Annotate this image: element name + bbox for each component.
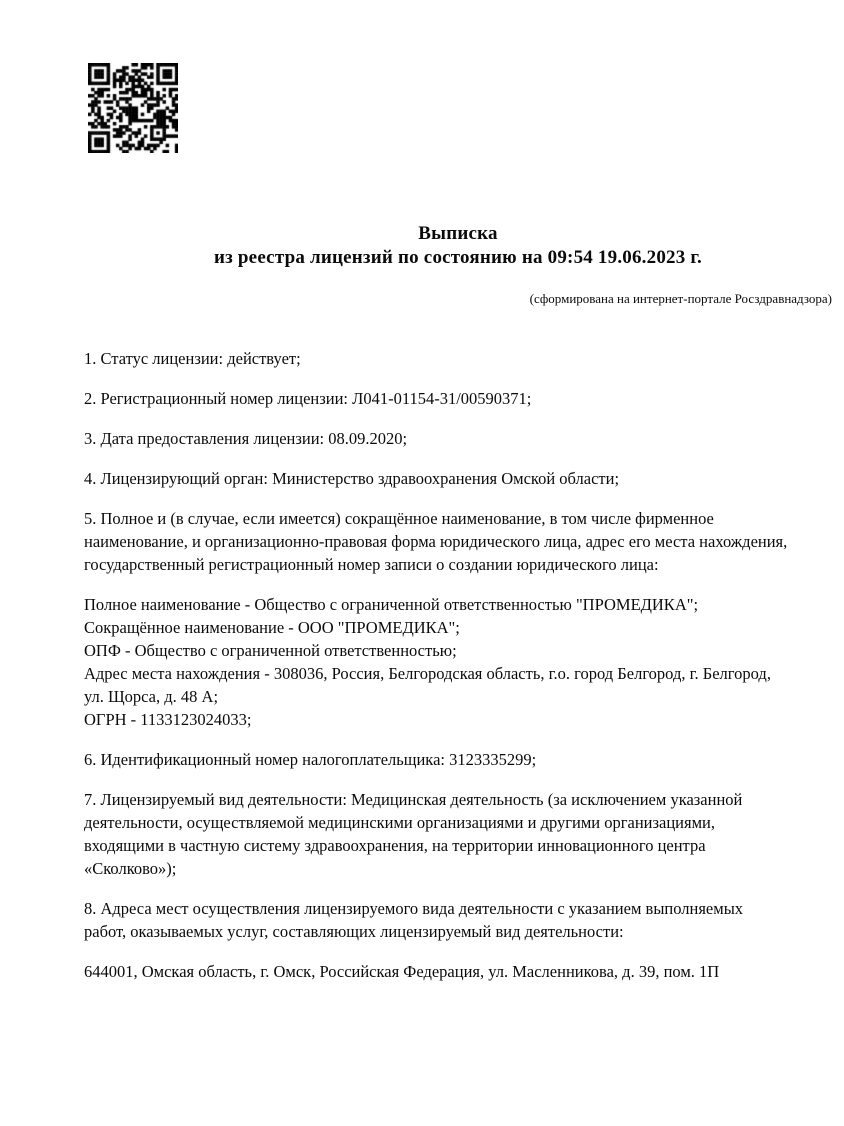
organization-details (84, 593, 788, 731)
title-line-2: из реестра лицензий по состоянию на 09:54 19.06.2023 г. (213, 247, 702, 268)
org-ogrn: ОГРН - 1133123024033; (84, 710, 252, 729)
org-address: Адрес места нахождения - 308036, Россия, Белгородская область, г.о. город Белгород, г. Белгород, ул. Щорса, д. 48 А; (84, 664, 771, 706)
document-body (84, 347, 788, 1000)
document-title (84, 222, 832, 270)
org-short-name: Сокращённое наименование - ООО "ПРОМЕДИКА"; (84, 618, 460, 637)
paragraph-activity-addresses-heading: 8. Адреса мест осуществления лицензируемого вида деятельности с указанием выполняемых работ, оказываемых услуг, составляющих лицензируемый вид деятельности: (84, 899, 744, 941)
paragraph-license-status: 1. Статус лицензии: действует; (84, 349, 301, 368)
document-subtitle: (сформирована на интернет-портале Росздравнадзора) (529, 291, 832, 306)
title-line-1: Выписка (418, 223, 498, 244)
activity-address: 644001, Омская область, г. Омск, Российская Федерация, ул. Масленникова, д. 39, пом. 1П (84, 962, 720, 981)
org-legal-form: ОПФ - Общество с ограниченной ответственностью; (84, 641, 457, 660)
org-full-name: Полное наименование - Общество с ограниченной ответственностью "ПРОМЕДИКА"; (84, 595, 699, 614)
paragraph-registration-number: 2. Регистрационный номер лицензии: Л041-01154-31/00590371; (84, 389, 532, 408)
paragraph-licensed-activity: 7. Лицензируемый вид деятельности: Медицинская деятельность (за исключением указанной деятельности, осуществляемой медицинскими организациями и другими организациями, входящими в частную систему здравоохранения, на территории инновационного центра «Сколково»); (84, 790, 743, 878)
paragraph-license-date: 3. Дата предоставления лицензии: 08.09.2020; (84, 429, 408, 448)
qr-code (88, 63, 178, 153)
paragraph-licensing-authority: 4. Лицензирующий орган: Министерство здравоохранения Омской области; (84, 469, 620, 488)
paragraph-legal-entity-heading: 5. Полное и (в случае, если имеется) сокращённое наименование, в том числе фирменное наименование, и организационно-правовая форма юридического лица, адрес его места нахождения, государственный регистрационный номер записи о создании юридического лица: (84, 509, 788, 574)
paragraph-taxpayer-number: 6. Идентификационный номер налогоплательщика: 3123335299; (84, 750, 537, 769)
